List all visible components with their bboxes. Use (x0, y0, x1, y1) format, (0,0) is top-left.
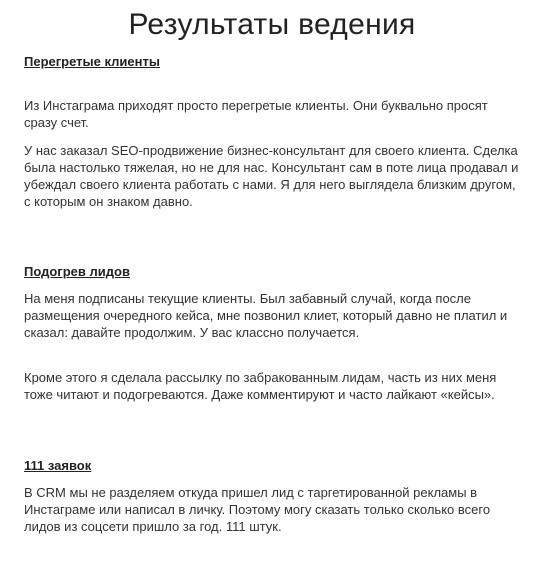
section-paragraph: В CRM мы не разделяем откуда пришел лид с таргетированной рекламы в Инстаграме или написал в личку. Поэтому могу сказать только сколько всего лидов из соцсети пришло за год. 111 штук. (24, 485, 491, 534)
section-paragraph: Кроме этого я сделала рассылку по забракованным лидам, часть из них меня тоже читают и подогреваются. Даже комментируют и часто лайкают «кейсы». (24, 370, 497, 402)
section-paragraph: На меня подписаны текущие клиенты. Был забавный случай, когда после размещения очередного кейса, мне позвонил клиет, который давно не платил и сказал: давайте продолжим. У вас классно получается. (24, 291, 508, 340)
section-overheated-clients (24, 53, 524, 209)
section-paragraph: У нас заказал SEO-продвижение бизнес-консультант для своего клиента. Сделка была настолько тяжелая, но не для нас. Консультант сам в поте лица продавал и убеждал своего клиента работать с нами. Я для него выглядела близким другом, с которым он знаком давно. (24, 143, 519, 209)
section-lead-warming (24, 263, 524, 402)
section-heading: 111 заявок (24, 458, 92, 473)
section-heading: Подогрев лидов (24, 264, 130, 279)
page-title: Результаты ведения (128, 8, 416, 41)
section-paragraph: Из Инстаграма приходят просто перегретые клиенты. Они буквально просят сразу счет. (24, 98, 488, 130)
section-heading: Перегретые клиенты (24, 54, 160, 69)
section-111-requests (24, 457, 524, 534)
